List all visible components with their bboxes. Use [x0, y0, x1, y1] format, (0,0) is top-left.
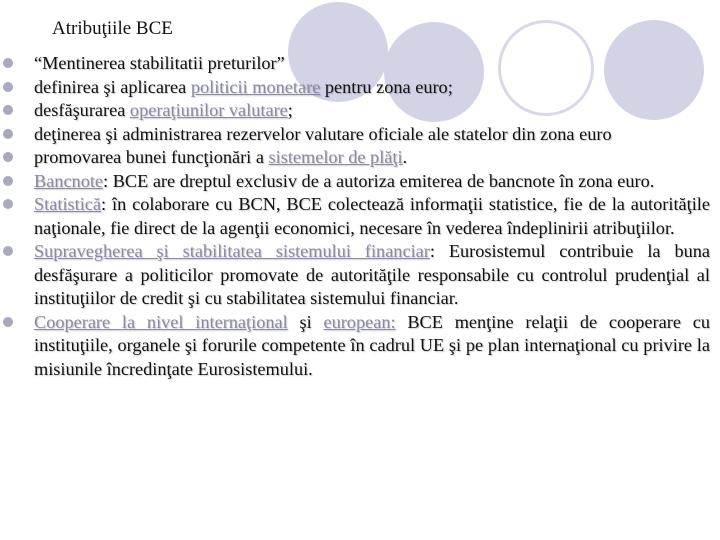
bullet-text: deţinerea şi administrarea rezervelor valutare oficiale ale statelor din zona euro: [34, 123, 612, 144]
bullet-text: : BCE are dreptul exclusiv de a autoriza emiterea de bancnote în zona euro.: [103, 170, 655, 191]
bullet-text: : Eurosistemul contribuie la buna desfăşurare a politicilor promovate de autorităţile responsabile cu controlul prudenţial al instituţiilor de credit şi cu stabilitatea sistemului financiar.: [34, 241, 710, 308]
link-payment-systems[interactable]: sistemelor de plăţi: [268, 147, 403, 167]
bullet-item-foreign-exchange: [0, 99, 720, 123]
bullet-text: “Mentinerea stabilitatii preturilor”: [34, 53, 285, 73]
link-banknotes[interactable]: Bancnote: [34, 170, 104, 191]
bullet-icon: [3, 152, 13, 162]
bullet-icon: [3, 58, 13, 68]
link-international-cooperation[interactable]: Cooperare la nivel internaţional: [34, 311, 288, 332]
bullet-text: şi: [287, 311, 324, 332]
bullet-icon: [3, 317, 13, 327]
bullet-item-cooperation: [0, 311, 720, 382]
bullet-icon: [3, 176, 13, 186]
bullet-item-reserves: [0, 123, 720, 147]
bullet-text: .: [402, 147, 408, 167]
bullet-list: [0, 52, 720, 381]
bullet-text: promovarea bunei funcţionări a: [34, 147, 269, 167]
bullet-icon: [3, 129, 13, 139]
bullet-text: : în colaborare cu BCN, BCE colectează informaţii statistice, fie de la autorităţile naţionale, fie direct de la agenţii economici, necesare în vederea îndeplinirii atribuţiilor.: [34, 194, 710, 238]
bullet-icon: [3, 246, 13, 256]
bullet-icon: [3, 105, 13, 115]
bullet-item-price-stability: [0, 52, 720, 76]
bullet-text: desfăşurarea: [34, 100, 130, 120]
link-supervision[interactable]: Supravegherea şi stabilitatea sistemului financiar: [34, 241, 430, 261]
bullet-text: BCE menţine relaţii de cooperare cu instituţiile, organele şi forurile competente în cadrul UE şi pe plan internaţional cu privire la misiunile încredinţate Eurosistemului.: [34, 311, 710, 379]
bullet-text: ;: [287, 100, 293, 120]
link-foreign-exchange[interactable]: operaţiunilor valutare: [129, 100, 288, 120]
link-european[interactable]: european:: [323, 311, 396, 332]
slide-title: Atribuţiile BCE: [52, 18, 173, 39]
bullet-text: definirea şi aplicarea: [34, 76, 191, 97]
bullet-text: pentru zona euro;: [320, 76, 453, 97]
bullet-icon: [3, 82, 13, 92]
bullet-item-statistics: [0, 193, 720, 240]
bullet-item-supervision: [0, 240, 720, 311]
bullet-item-payment-systems: [0, 146, 720, 170]
bullet-item-monetary-policy: [0, 76, 720, 100]
bullet-icon: [3, 199, 13, 209]
bullet-item-banknotes: [0, 170, 720, 194]
link-monetary-policy[interactable]: politicii monetare: [190, 76, 321, 97]
link-statistics[interactable]: Statistică: [34, 194, 102, 214]
